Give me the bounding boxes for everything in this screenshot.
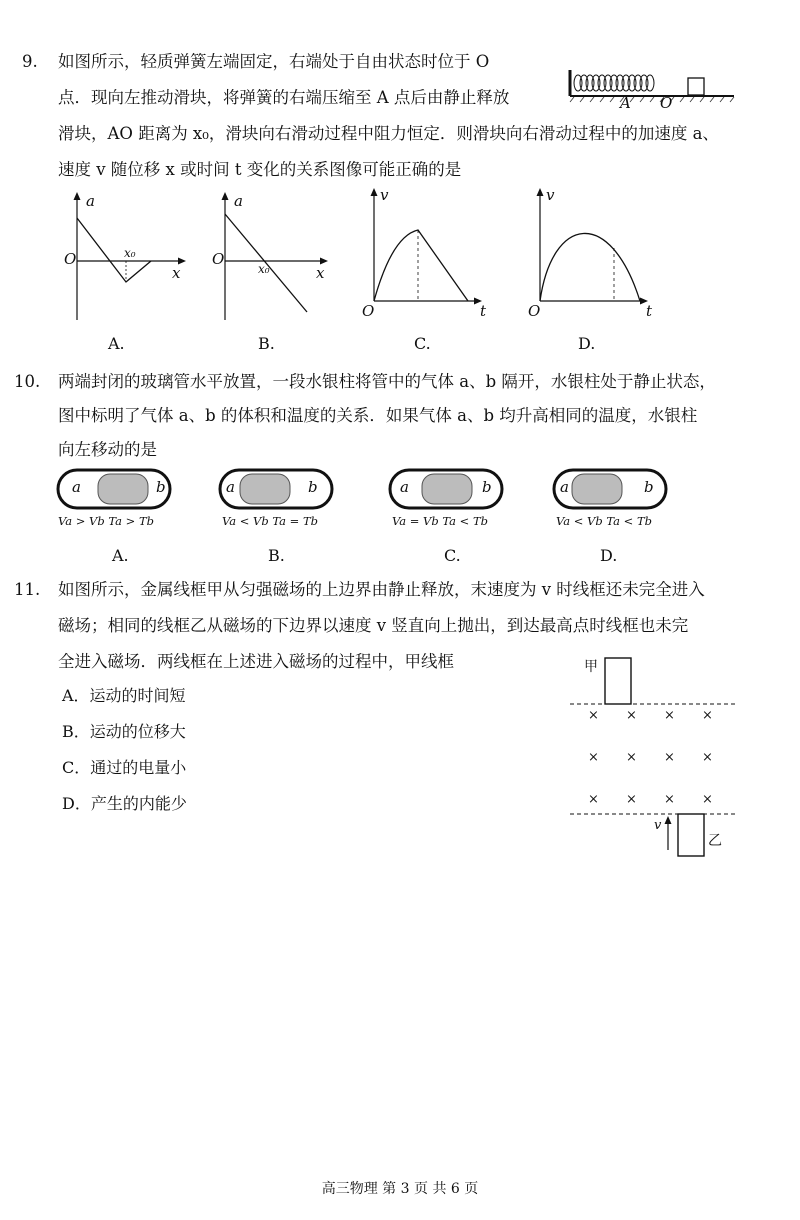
q9-line-1: 如图所示，轻质弹簧左端固定，右端处于自由状态时位于 O (58, 52, 490, 71)
q11-line-3: 全进入磁场．两线框在上述进入磁场的过程中，甲线框 (58, 652, 454, 671)
graph-d-xlabel: t (646, 302, 653, 320)
graph-b-option: B. (258, 334, 275, 353)
q9-line-2: 点．现向左推动滑块，将弹簧的右端压缩至 A 点后由静止释放 (58, 88, 510, 107)
tube-b-gas-a: a (226, 478, 235, 496)
tube-a-gas-b: b (156, 478, 166, 496)
field-cross: × (588, 708, 599, 723)
graph-d-ylabel: v (546, 186, 555, 204)
q11-line-1: 如图所示，金属线框甲从匀强磁场的上边界由静止释放，末速度为 v 时线框还未完全进入 (58, 580, 705, 599)
tube-a-option: A. (112, 546, 129, 565)
graph-a-ylabel: a (86, 192, 95, 210)
q11-line-2: 磁场；相同的线框乙从磁场的下边界以速度 v 竖直向上抛出，到达最高点时线框也未完 (58, 616, 689, 635)
spring-figure (566, 64, 738, 112)
graph-d-option: D. (578, 334, 596, 353)
tube-d-gas-a: a (560, 478, 569, 496)
q9-line-3: 滑块，AO 距离为 x₀，滑块向右滑动过程中阻力恒定．则滑块向右滑动过程中的加速度 a、 (58, 124, 719, 143)
graph-a-origin: O (64, 250, 77, 268)
field-cross: × (664, 792, 675, 807)
graph-b-xlabel: x (316, 264, 325, 282)
field-cross: × (588, 792, 599, 807)
graph-a-xlabel: x (172, 264, 181, 282)
tube-b-gas-b: b (308, 478, 318, 496)
field-cross: × (626, 792, 637, 807)
tube-a-caption: Va > Vb Ta > Tb (58, 514, 154, 528)
field-cross: × (664, 750, 675, 765)
tube-a-gas-a: a (72, 478, 81, 496)
field-cross: × (626, 708, 637, 723)
velocity-label: v (654, 818, 662, 833)
q11-number: 11. (14, 580, 41, 599)
page-footer: 高三物理 第 3 页 共 6 页 (321, 1181, 479, 1197)
q10-line-3: 向左移动的是 (58, 440, 157, 459)
graph-d-origin: O (528, 302, 541, 320)
graph-b-ylabel: a (234, 192, 243, 210)
tube-b (218, 468, 336, 512)
field-cross: × (588, 750, 599, 765)
field-cross: × (664, 708, 675, 723)
field-cross: × (702, 750, 713, 765)
q9-number: 9. (22, 52, 38, 71)
graph-c-ylabel: v (380, 186, 389, 204)
q11-option-d: D．产生的内能少 (62, 794, 187, 813)
tube-c-gas-b: b (482, 478, 492, 496)
graph-b-mark: x₀ (258, 262, 270, 276)
tube-c-option: C. (444, 546, 461, 565)
tube-d-gas-b: b (644, 478, 654, 496)
field-cross: × (626, 750, 637, 765)
graph-c-option: C. (414, 334, 431, 353)
graph-a-mark: x₀ (124, 246, 136, 260)
graph-d (528, 186, 658, 306)
tube-c-gas-a: a (400, 478, 409, 496)
q11-option-b: B．运动的位移大 (62, 722, 186, 741)
q10-number: 10. (14, 372, 41, 391)
tube-b-caption: Va < Vb Ta = Tb (222, 514, 318, 528)
q11-option-a: A．运动的时间短 (62, 686, 186, 705)
q11-option-c: C．通过的电量小 (62, 758, 187, 777)
graph-b (212, 190, 342, 325)
graph-c-xlabel: t (480, 302, 487, 320)
graph-a-option: A. (108, 334, 125, 353)
graph-c-origin: O (362, 302, 375, 320)
tube-d-caption: Va < Vb Ta < Tb (556, 514, 652, 528)
graph-c (362, 186, 492, 306)
frame-a-label: 甲 (584, 659, 598, 675)
field-cross: × (702, 708, 713, 723)
q10-line-1: 两端封闭的玻璃管水平放置，一段水银柱将管中的气体 a、b 隔开，水银柱处于静止状态， (58, 372, 716, 391)
frame-b-label: 乙 (708, 833, 722, 849)
field-cross: × (702, 792, 713, 807)
q10-line-2: 图中标明了气体 a、b 的体积和温度的关系．如果气体 a、b 均升高相同的温度，水银柱 (58, 406, 698, 425)
point-o-label: O (660, 94, 673, 112)
tube-b-option: B. (268, 546, 285, 565)
tube-d-option: D. (600, 546, 618, 565)
point-a-label: A (620, 94, 631, 112)
q9-line-4: 速度 v 随位移 x 或时间 t 变化的关系图像可能正确的是 (58, 160, 462, 179)
graph-b-origin: O (212, 250, 225, 268)
tube-c-caption: Va = Vb Ta < Tb (392, 514, 488, 528)
